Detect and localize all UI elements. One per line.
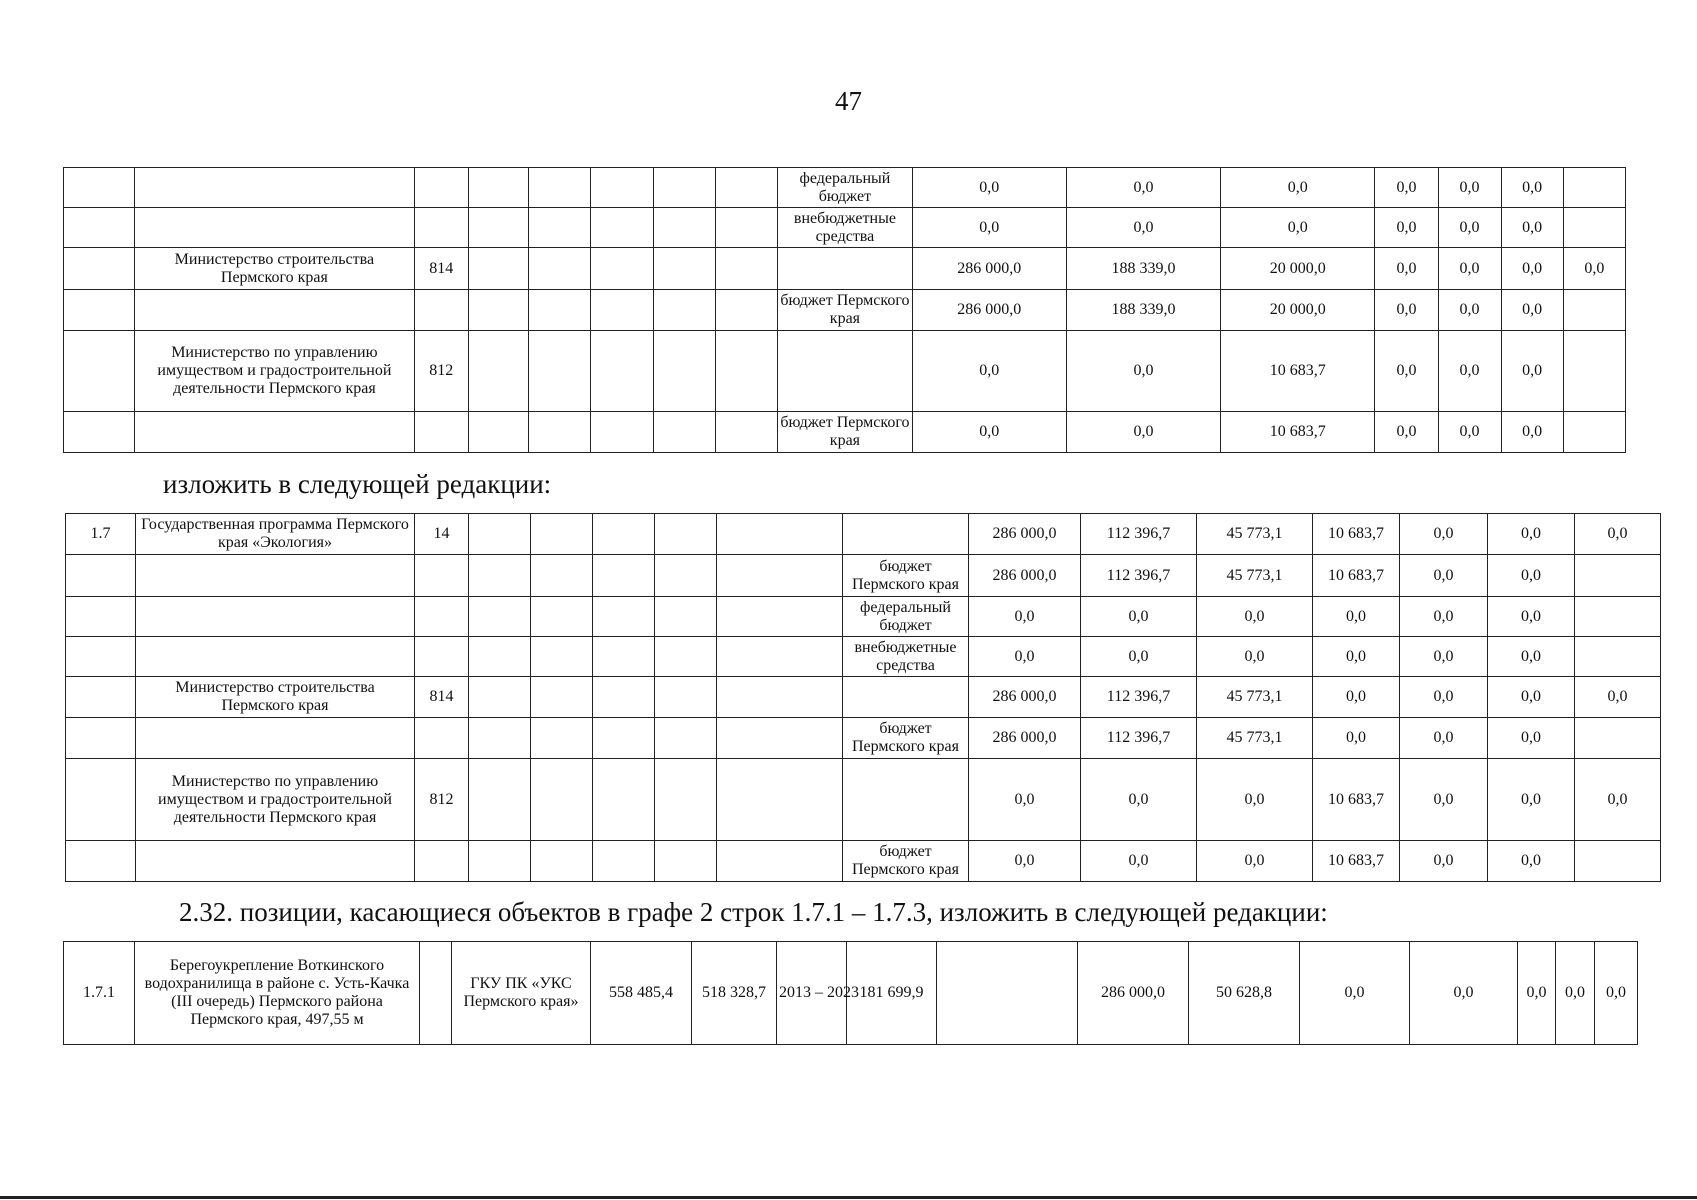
table-cell: 0,0 xyxy=(1488,718,1575,759)
table-cell: 286 000,0 xyxy=(969,514,1081,555)
table-cell xyxy=(528,248,590,290)
table-row xyxy=(66,637,1661,677)
table-cell: 0,0 xyxy=(1575,759,1661,841)
table-cell: 0,0 xyxy=(1400,514,1488,555)
table-cell: Министерство по управлению имуществом и градостроительной деятельности Пермского края xyxy=(135,331,415,412)
table-cell: 2013 – 2023 xyxy=(777,942,847,1045)
table-cell: 0,0 xyxy=(1438,412,1501,453)
table-cell: 0,0 xyxy=(1313,718,1400,759)
table-cell: 0,0 xyxy=(1081,759,1197,841)
table-cell: 0,0 xyxy=(1488,514,1575,555)
table-cell: 188 339,0 xyxy=(1066,290,1220,331)
table-cell xyxy=(655,759,717,841)
table-cell: 0,0 xyxy=(1575,677,1661,718)
table-cell xyxy=(66,677,136,718)
table-cell xyxy=(64,168,135,208)
table-cell: 0,0 xyxy=(1575,514,1661,555)
table-cell xyxy=(136,555,415,597)
table-cell: 0,0 xyxy=(1438,248,1501,290)
table-cell xyxy=(590,208,653,248)
table-cell xyxy=(415,555,469,597)
table-cell xyxy=(593,555,655,597)
table-cell xyxy=(531,759,593,841)
table-cell: 112 396,7 xyxy=(1081,514,1197,555)
table-cell xyxy=(1563,412,1625,453)
table-cell xyxy=(843,759,969,841)
table-cell xyxy=(528,208,590,248)
section-heading: изложить в следующей редакции: xyxy=(163,469,552,499)
table-cell xyxy=(528,168,590,208)
table-cell: 0,0 xyxy=(1438,331,1501,412)
table-cell: Министерство строительства Пермского края xyxy=(136,677,415,718)
table-cell xyxy=(531,677,593,718)
table-cell xyxy=(64,331,135,412)
table-cell: 286 000,0 xyxy=(969,677,1081,718)
table-cell xyxy=(468,290,528,331)
table-cell xyxy=(469,677,531,718)
table-cell: 0,0 xyxy=(1197,841,1313,882)
table-cell xyxy=(469,718,531,759)
table-cell xyxy=(420,942,452,1045)
table-cell: 0,0 xyxy=(1066,412,1220,453)
table-cell xyxy=(469,637,531,677)
table-cell xyxy=(843,514,969,555)
table-cell: 112 396,7 xyxy=(1081,555,1197,597)
table-cell xyxy=(654,168,716,208)
table-cell xyxy=(717,637,843,677)
table-row xyxy=(66,514,1661,555)
table-cell: 558 485,4 xyxy=(591,942,692,1045)
table-cell: 0,0 xyxy=(1400,555,1488,597)
table-cell: 0,0 xyxy=(912,412,1066,453)
table-cell: 0,0 xyxy=(1066,331,1220,412)
table-cell: 45 773,1 xyxy=(1197,514,1313,555)
table-cell: 0,0 xyxy=(1197,637,1313,677)
table-cell: внебюджетные средства xyxy=(778,208,912,248)
table-cell xyxy=(64,290,135,331)
table-cell: 10 683,7 xyxy=(1221,412,1375,453)
table-cell xyxy=(716,208,778,248)
table-row xyxy=(66,759,1661,841)
table-cell xyxy=(593,841,655,882)
table-cell xyxy=(937,942,1078,1045)
table-cell xyxy=(654,412,716,453)
table-row xyxy=(64,168,1626,208)
table-cell: бюджет Пермского края xyxy=(843,718,969,759)
table-row xyxy=(64,331,1626,412)
table-cell: 0,0 xyxy=(912,331,1066,412)
table-cell xyxy=(716,412,778,453)
table-cell xyxy=(528,331,590,412)
table-row xyxy=(64,942,1638,1045)
table-cell xyxy=(64,412,135,453)
table-cell: 112 396,7 xyxy=(1081,718,1197,759)
table-cell xyxy=(590,290,653,331)
table-cell xyxy=(716,168,778,208)
table-cell: 0,0 xyxy=(1081,637,1197,677)
table-row xyxy=(66,841,1661,882)
table-cell xyxy=(717,555,843,597)
table-cell xyxy=(590,248,653,290)
table-cell xyxy=(654,331,716,412)
table-cell xyxy=(716,290,778,331)
table-cell xyxy=(655,841,717,882)
table-cell xyxy=(415,597,469,637)
table-cell xyxy=(468,331,528,412)
table-cell xyxy=(135,412,415,453)
budget-table-new xyxy=(65,513,1661,882)
table-cell: 0,0 xyxy=(1375,331,1438,412)
table-cell xyxy=(716,248,778,290)
table-cell xyxy=(655,514,717,555)
table-cell: 0,0 xyxy=(1375,290,1438,331)
table-cell: 0,0 xyxy=(1488,677,1575,718)
table-cell xyxy=(66,597,136,637)
table-cell xyxy=(654,248,716,290)
table-cell: 0,0 xyxy=(1488,555,1575,597)
table-cell: 0,0 xyxy=(1400,677,1488,718)
table-cell: 0,0 xyxy=(1081,597,1197,637)
table-cell xyxy=(414,290,468,331)
table-row xyxy=(64,412,1626,453)
table-cell xyxy=(1563,208,1625,248)
table-cell: федеральный бюджет xyxy=(843,597,969,637)
table-cell xyxy=(66,637,136,677)
table-cell xyxy=(135,168,415,208)
table-cell: 0,0 xyxy=(912,208,1066,248)
table-cell xyxy=(593,718,655,759)
table-cell xyxy=(593,637,655,677)
table-cell: 14 xyxy=(415,514,469,555)
table-cell xyxy=(66,718,136,759)
table-cell xyxy=(1563,331,1625,412)
table-cell: федеральный бюджет xyxy=(778,168,912,208)
table-cell: 20 000,0 xyxy=(1221,290,1375,331)
table-cell xyxy=(717,677,843,718)
table-cell: 10 683,7 xyxy=(1313,841,1400,882)
table-cell xyxy=(469,555,531,597)
table-cell: 0,0 xyxy=(1400,597,1488,637)
table-cell xyxy=(717,597,843,637)
table-cell: 50 628,8 xyxy=(1189,942,1300,1045)
table-cell: 0,0 xyxy=(1410,942,1518,1045)
table-cell: 188 339,0 xyxy=(1066,248,1220,290)
table-cell: 0,0 xyxy=(1400,759,1488,841)
table-cell: 45 773,1 xyxy=(1197,677,1313,718)
table-cell: 0,0 xyxy=(1375,412,1438,453)
table-cell: 286 000,0 xyxy=(969,555,1081,597)
table-cell xyxy=(469,841,531,882)
table-cell xyxy=(593,597,655,637)
table-cell: 0,0 xyxy=(1375,168,1438,208)
table-cell xyxy=(468,248,528,290)
table-cell: внебюджетные средства xyxy=(843,637,969,677)
table-cell: 812 xyxy=(415,759,469,841)
table-cell xyxy=(654,208,716,248)
table-cell: 812 xyxy=(414,331,468,412)
table-cell xyxy=(717,514,843,555)
table-cell: 45 773,1 xyxy=(1197,555,1313,597)
table-cell: 10 683,7 xyxy=(1221,331,1375,412)
table-cell: 0,0 xyxy=(1563,248,1625,290)
table-cell xyxy=(593,514,655,555)
table-cell xyxy=(531,514,593,555)
table-cell xyxy=(531,718,593,759)
table-cell xyxy=(414,168,468,208)
table-cell: бюджет Пермского края xyxy=(778,290,912,331)
table-cell xyxy=(469,759,531,841)
budget-table-old xyxy=(63,167,1626,453)
table-cell: ГКУ ПК «УКС Пермского края» xyxy=(452,942,591,1045)
table-cell: 0,0 xyxy=(1501,168,1563,208)
table-cell: Министерство по управлению имуществом и градостроительной деятельности Пермского края xyxy=(136,759,415,841)
table-cell xyxy=(593,759,655,841)
table-cell: 0,0 xyxy=(1400,841,1488,882)
page-bottom-edge xyxy=(0,1196,1697,1199)
table-cell: бюджет Пермского края xyxy=(778,412,912,453)
section-heading-2-32: 2.32. позиции, касающиеся объектов в графе 2 строк 1.7.1 – 1.7.3, изложить в следующей редакции: xyxy=(179,897,1328,927)
table-cell: 814 xyxy=(414,248,468,290)
table-cell: бюджет Пермского края xyxy=(843,555,969,597)
table-cell: 45 773,1 xyxy=(1197,718,1313,759)
table-cell xyxy=(778,331,912,412)
table-cell xyxy=(415,841,469,882)
table-cell xyxy=(655,677,717,718)
table-cell xyxy=(1575,637,1661,677)
table-cell: 181 699,9 xyxy=(847,942,937,1045)
table-cell xyxy=(136,597,415,637)
table-row xyxy=(64,290,1626,331)
table-cell: 0,0 xyxy=(969,597,1081,637)
table-cell: 0,0 xyxy=(1438,290,1501,331)
table-cell xyxy=(1575,597,1661,637)
table-cell xyxy=(469,597,531,637)
table-cell: 20 000,0 xyxy=(1221,248,1375,290)
table-cell: 0,0 xyxy=(1081,841,1197,882)
table-cell: 0,0 xyxy=(1197,597,1313,637)
table-cell: 286 000,0 xyxy=(912,248,1066,290)
table-cell: 518 328,7 xyxy=(692,942,777,1045)
table-cell: 0,0 xyxy=(912,168,1066,208)
table-cell: 0,0 xyxy=(1488,637,1575,677)
table-cell: 10 683,7 xyxy=(1313,555,1400,597)
table-cell: 1.7.1 xyxy=(64,942,135,1045)
table-cell: 10 683,7 xyxy=(1313,759,1400,841)
table-cell: 0,0 xyxy=(1438,168,1501,208)
table-cell xyxy=(531,597,593,637)
table-cell xyxy=(654,290,716,331)
table-cell: 0,0 xyxy=(1518,942,1556,1045)
table-cell: 814 xyxy=(415,677,469,718)
table-cell xyxy=(528,412,590,453)
table-cell: 0,0 xyxy=(1300,942,1410,1045)
table-cell: 0,0 xyxy=(1488,759,1575,841)
table-cell: 0,0 xyxy=(1375,248,1438,290)
table-cell xyxy=(64,208,135,248)
table-cell xyxy=(717,841,843,882)
table-cell: Государственная программа Пермского края «Экология» xyxy=(136,514,415,555)
table-cell xyxy=(1575,555,1661,597)
table-cell: 286 000,0 xyxy=(912,290,1066,331)
table-row xyxy=(66,718,1661,759)
table-cell xyxy=(136,718,415,759)
table-cell xyxy=(415,718,469,759)
table-cell: 0,0 xyxy=(1400,637,1488,677)
table-cell: 0,0 xyxy=(1400,718,1488,759)
table-cell: 112 396,7 xyxy=(1081,677,1197,718)
table-cell: 0,0 xyxy=(1066,208,1220,248)
table-cell xyxy=(655,718,717,759)
objects-table xyxy=(63,941,1638,1045)
table-cell: 0,0 xyxy=(1313,677,1400,718)
table-cell xyxy=(135,208,415,248)
table-cell xyxy=(590,168,653,208)
table-row xyxy=(64,208,1626,248)
table-cell: 0,0 xyxy=(1488,841,1575,882)
table-cell xyxy=(531,841,593,882)
table-cell: 0,0 xyxy=(1501,412,1563,453)
page-number: 47 xyxy=(835,86,862,116)
table-cell xyxy=(1575,718,1661,759)
table-cell xyxy=(590,412,653,453)
table-cell: 0,0 xyxy=(969,637,1081,677)
table-cell xyxy=(468,412,528,453)
table-cell xyxy=(655,637,717,677)
table-cell xyxy=(66,555,136,597)
table-cell xyxy=(135,290,415,331)
table-cell xyxy=(414,412,468,453)
table-cell xyxy=(716,331,778,412)
table-cell xyxy=(717,718,843,759)
table-cell xyxy=(468,168,528,208)
table-cell xyxy=(1563,290,1625,331)
table-cell xyxy=(64,248,135,290)
table-row xyxy=(66,597,1661,637)
table-cell xyxy=(778,248,912,290)
table-cell xyxy=(468,208,528,248)
table-cell xyxy=(531,555,593,597)
table-cell: Берегоукрепление Воткинского водохранилища в районе с. Усть-Качка (III очередь) Пермского района Пермского края, 497,55 м xyxy=(135,942,420,1045)
table-cell xyxy=(136,637,415,677)
table-row xyxy=(66,677,1661,718)
table-cell: 0,0 xyxy=(969,841,1081,882)
table-cell xyxy=(415,637,469,677)
table-cell: 1.7 xyxy=(66,514,136,555)
table-cell: 0,0 xyxy=(1501,290,1563,331)
table-cell xyxy=(66,759,136,841)
table-cell: 0,0 xyxy=(1313,597,1400,637)
table-cell xyxy=(1575,841,1661,882)
table-cell: 0,0 xyxy=(1313,637,1400,677)
table-cell xyxy=(593,677,655,718)
table-cell: 0,0 xyxy=(1066,168,1220,208)
table-cell: Министерство строительства Пермского края xyxy=(135,248,415,290)
table-row xyxy=(66,555,1661,597)
table-cell xyxy=(655,597,717,637)
table-cell: 0,0 xyxy=(969,759,1081,841)
table-cell xyxy=(469,514,531,555)
table-cell: 0,0 xyxy=(1197,759,1313,841)
table-cell: 0,0 xyxy=(1556,942,1595,1045)
table-cell xyxy=(843,677,969,718)
table-cell: 0,0 xyxy=(1501,331,1563,412)
table-cell: 286 000,0 xyxy=(969,718,1081,759)
table-cell xyxy=(590,331,653,412)
table-cell: 0,0 xyxy=(1488,597,1575,637)
table-cell: 286 000,0 xyxy=(1078,942,1189,1045)
table-cell: 0,0 xyxy=(1375,208,1438,248)
table-cell: 10 683,7 xyxy=(1313,514,1400,555)
table-cell xyxy=(1563,168,1625,208)
table-cell xyxy=(528,290,590,331)
table-row xyxy=(64,248,1626,290)
table-cell: 0,0 xyxy=(1595,942,1638,1045)
table-cell: 0,0 xyxy=(1501,208,1563,248)
table-cell: 0,0 xyxy=(1438,208,1501,248)
table-cell: 0,0 xyxy=(1221,168,1375,208)
table-cell xyxy=(414,208,468,248)
table-cell: бюджет Пермского края xyxy=(843,841,969,882)
table-cell xyxy=(531,637,593,677)
table-cell xyxy=(136,841,415,882)
table-cell xyxy=(717,759,843,841)
table-cell xyxy=(655,555,717,597)
table-cell: 0,0 xyxy=(1221,208,1375,248)
table-cell xyxy=(66,841,136,882)
table-cell: 0,0 xyxy=(1501,248,1563,290)
